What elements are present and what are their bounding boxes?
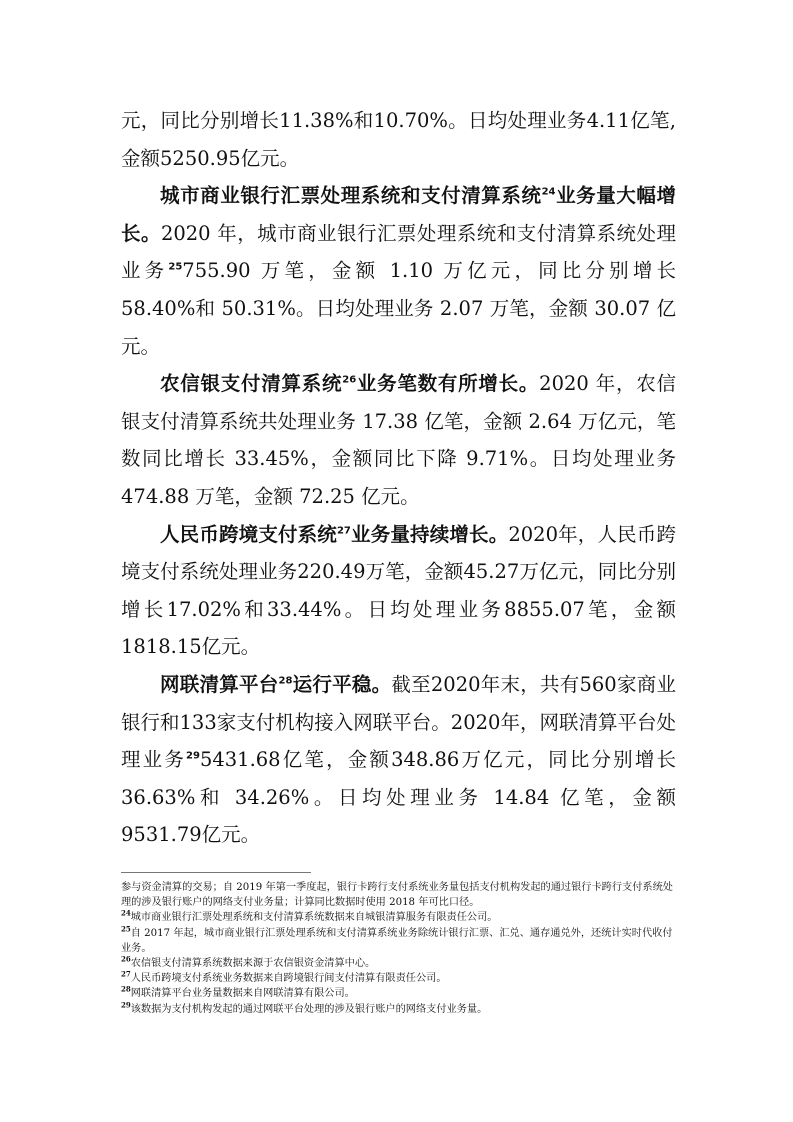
paragraph-heading — [160, 372, 539, 395]
footnote-number: 27 — [121, 969, 131, 979]
footnote-text: 自 2017 年起，城市商业银行汇票处理系统和支付清算系统业务除统计银行汇票、汇兑、通存通兑外，还统计实时代收付业务。 — [121, 927, 673, 954]
paragraph-text: 2020 年，农信银支付清算系统共处理业务 17.38 亿笔，金额 2.64 万亿元，笔数同比增长 33.45%，金额同比下降 9.71%。日均处理业务 474.88 万笔，金额 72.25 亿元。 — [121, 372, 676, 508]
footnote-text: 人民币跨境支付系统业务数据来自跨境银行间支付清算有限责任公司。 — [130, 973, 447, 985]
footnote-27 — [121, 971, 681, 986]
paragraph-text: 截至2020年末，共有560家商业银行和133家支付机构接入网联平台。2020年，网联清算平台处理业务 — [121, 672, 676, 772]
footnote-number: 25 — [121, 924, 131, 934]
footnotes — [121, 880, 681, 1017]
paragraph-text-cont: 5431.68亿笔，金额348.86万亿元，同比分别增长 36.63%和 34.26%。日均处理业务 14.84 亿笔，金额 9531.79亿元。 — [121, 748, 676, 847]
heading-text-end: 业务笔数有所增长。 — [356, 372, 540, 396]
heading-text-end: 业务量大幅增长。 — [121, 184, 676, 245]
footnote-continued — [121, 880, 681, 910]
paragraph-heading — [160, 523, 508, 546]
paragraph-nets-union — [121, 666, 676, 854]
paragraph-text: 2020 年，城市商业银行汇票处理系统和支付清算系统处理业务 — [121, 221, 676, 283]
body-text — [121, 102, 676, 854]
footnote-24 — [121, 910, 681, 925]
footnote-text: 网联清算平台业务量数据来自网联清算有限公司。 — [130, 988, 355, 1000]
footnote-ref: 26 — [342, 374, 357, 386]
footnote-text: 城市商业银行汇票处理系统和支付清算系统数据来自城银清算服务有限责任公司。 — [130, 912, 498, 924]
footnote-text: 该数据为支付机构发起的通过网联平台处理的涉及银行账户的网络支付业务量。 — [130, 1003, 488, 1015]
paragraph-text: 元，同比分别增长11.38%和10.70%。日均处理业务4.11亿笔,金额5250.95亿元。 — [121, 109, 676, 170]
paragraph-rural-credit — [121, 365, 676, 515]
heading-text: 城市商业银行汇票处理系统和支付清算系统 — [160, 184, 542, 208]
footnote-25 — [121, 926, 681, 956]
footnote-ref: 24 — [541, 186, 556, 198]
paragraph-text: 2020年，人民币跨境支付系统处理业务220.49万笔，金额45.27万亿元，同比分别增长17.02%和33.44%。日均处理业务8855.07笔，金额1818.15亿元。 — [121, 522, 676, 659]
heading-text: 人民币跨境支付系统 — [160, 522, 337, 546]
footnote-number: 24 — [121, 909, 131, 919]
footnote-text: 农信银支付清算系统数据来源于农信银资金清算中心。 — [130, 958, 376, 970]
paragraph-cips — [121, 516, 676, 666]
footnote-text: 参与资金清算的交易；自 2019 年第一季度起，银行卡跨行支付系统业务量包括支付机构发起的通过银行卡跨行支付系统处理的涉及银行账户的网络支付业务量；计算同比数据时使用 2018 年可比口径。 — [121, 882, 673, 909]
heading-text: 网联清算平台 — [160, 672, 279, 696]
footnote-separator — [121, 872, 311, 873]
footnote-ref: 25 — [168, 261, 183, 273]
footnote-number: 26 — [121, 954, 131, 964]
footnote-number: 29 — [121, 1000, 131, 1010]
paragraph-continuation — [121, 102, 676, 177]
heading-text: 农信银支付清算系统 — [160, 372, 343, 396]
heading-text-end: 业务量持续增长。 — [350, 522, 509, 546]
footnote-28 — [121, 986, 681, 1001]
footnote-26 — [121, 956, 681, 971]
paragraph-heading — [160, 673, 391, 696]
footnote-ref: 28 — [278, 675, 293, 687]
paragraph-text-cont: 755.90 万笔，金额 1.10 万亿元，同比分别增长 58.40%和 50.31%。日均处理业务 2.07 万笔，金额 30.07 亿元。 — [121, 259, 676, 358]
paragraph-city-commercial-bank — [121, 177, 676, 365]
footnote-29 — [121, 1002, 681, 1017]
footnote-ref: 29 — [186, 750, 200, 762]
footnote-ref: 27 — [336, 525, 351, 537]
footnote-number: 28 — [121, 985, 131, 995]
heading-text-end: 运行平稳。 — [292, 672, 392, 696]
